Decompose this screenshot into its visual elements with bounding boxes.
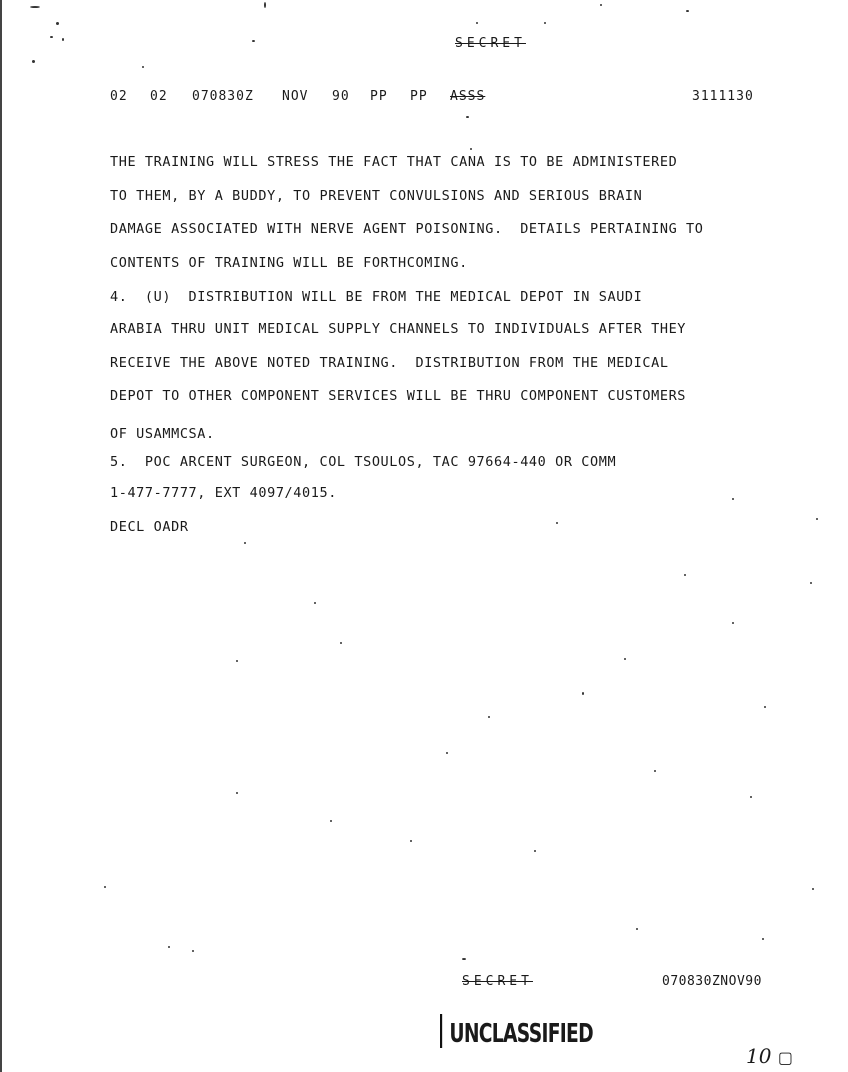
scan-speck: [236, 660, 238, 662]
header-part-b: 02: [150, 89, 168, 104]
scan-speck: [812, 888, 814, 890]
scan-speck: [236, 792, 238, 794]
scan-speck: [104, 886, 106, 888]
header-part-a: 02: [110, 89, 128, 104]
scan-speck: [466, 116, 469, 118]
body-text-line: TO THEM, BY A BUDDY, TO PREVENT CONVULSIONS AND SERIOUS BRAIN: [110, 188, 643, 204]
scan-speck: [340, 642, 342, 644]
header-month: NOV: [282, 89, 309, 104]
body-text-line: ARABIA THRU UNIT MEDICAL SUPPLY CHANNELS TO INDIVIDUALS AFTER THEY: [110, 321, 687, 337]
scan-speck: [764, 706, 766, 708]
scan-speck: [56, 22, 59, 25]
scan-speck: [684, 574, 686, 576]
unclassified-stamp: [440, 1014, 593, 1049]
page-mark-icon: ▢: [777, 1048, 793, 1067]
body-text-line: 1-477-7777, EXT 4097/4015.: [110, 485, 337, 501]
body-text-line: 5. POC ARCENT SURGEON, COL TSOULOS, TAC 97664-440 OR COMM: [110, 454, 617, 470]
scan-speck: [462, 958, 466, 960]
header-precedence-1: PP: [370, 89, 388, 104]
body-text-line: DEPOT TO OTHER COMPONENT SERVICES WILL BE THRU COMPONENT CUSTOMERS: [110, 388, 687, 404]
scan-speck: [62, 38, 64, 41]
scan-speck: [32, 60, 35, 63]
scan-speck: [252, 40, 255, 42]
footer-date-time-group: 070830ZNOV90: [662, 974, 762, 989]
scan-speck: [470, 148, 472, 150]
body-text-line: RECEIVE THE ABOVE NOTED TRAINING. DISTRIBUTION FROM THE MEDICAL: [110, 355, 669, 371]
body-text-line: CONTENTS OF TRAINING WILL BE FORTHCOMING.: [110, 255, 468, 271]
bottom-classification-marking: SECRET: [462, 974, 533, 989]
scan-speck: [810, 582, 812, 584]
scan-speck: [168, 946, 170, 948]
body-text-line: 4. (U) DISTRIBUTION WILL BE FROM THE MEDICAL DEPOT IN SAUDI: [110, 289, 643, 305]
scan-speck: [600, 4, 602, 6]
scan-speck: [762, 938, 764, 940]
scan-speck: [142, 66, 144, 68]
scan-speck: [30, 6, 40, 8]
scan-edge-line: [0, 0, 2, 1072]
header-year: 90: [332, 89, 350, 104]
top-classification-marking: SECRET: [455, 36, 526, 51]
scan-speck: [686, 10, 689, 12]
scan-speck: [476, 22, 478, 24]
stamp-bar-icon: [440, 1014, 442, 1048]
body-text-line: OF USAMMCSA.: [110, 426, 215, 442]
scan-speck: [410, 840, 412, 842]
scan-speck: [750, 796, 752, 798]
header-struck-code: ASSS: [450, 89, 486, 104]
header-precedence-2: PP: [410, 89, 428, 104]
scan-speck: [192, 950, 194, 952]
scan-speck: [654, 770, 656, 772]
scan-speck: [446, 752, 448, 754]
scan-speck: [264, 2, 266, 8]
scan-speck: [732, 622, 734, 624]
header-serial-number: 3111130: [692, 89, 754, 104]
header-dtg: 070830Z: [192, 89, 254, 104]
scan-speck: [244, 542, 246, 544]
stamp-text: UNCLASSIFIED: [449, 1019, 593, 1049]
scan-speck: [50, 36, 53, 38]
scan-speck: [488, 716, 490, 718]
handwritten-page-number: 10 ▢: [746, 1044, 793, 1068]
scan-speck: [732, 498, 734, 500]
scan-speck: [582, 692, 584, 695]
scan-speck: [556, 522, 558, 524]
scan-speck: [330, 820, 332, 822]
scan-speck: [624, 658, 626, 660]
body-text-line: DAMAGE ASSOCIATED WITH NERVE AGENT POISONING. DETAILS PERTAINING TO: [110, 221, 704, 237]
scan-speck: [314, 602, 316, 604]
body-text-line: THE TRAINING WILL STRESS THE FACT THAT CANA IS TO BE ADMINISTERED: [110, 154, 678, 170]
scan-speck: [636, 928, 638, 930]
scan-speck: [816, 518, 818, 520]
scan-speck: [544, 22, 546, 24]
scan-speck: [534, 850, 536, 852]
declassification-line: DECL OADR: [110, 519, 189, 535]
